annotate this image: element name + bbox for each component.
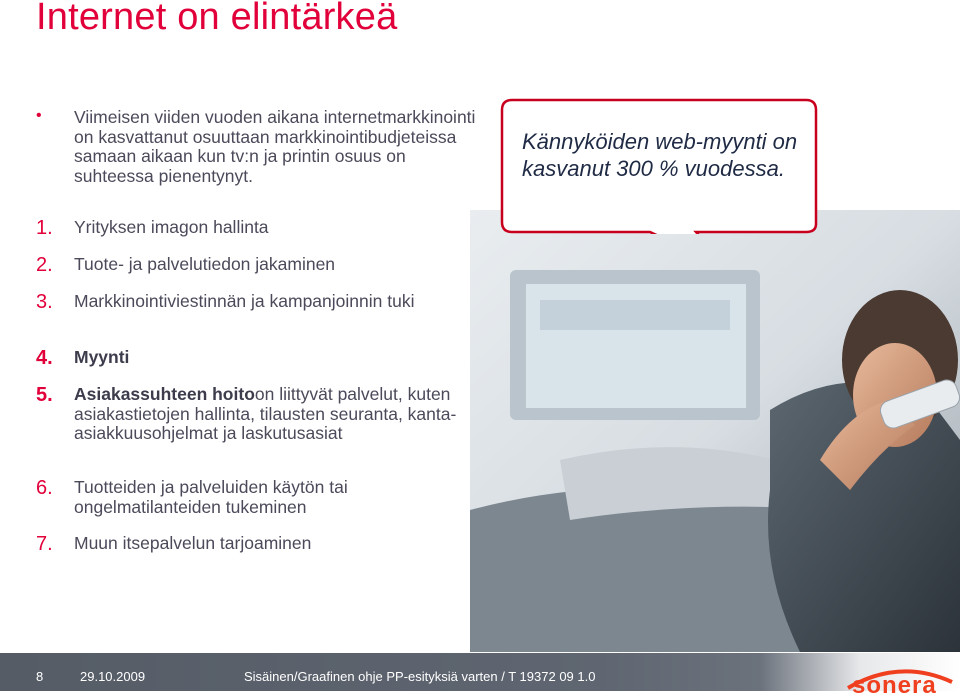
list-item-text: Tuotteiden ja palveluiden käytön tai ongelmatilanteiden tukeminen xyxy=(74,477,348,517)
bullet-icon: • xyxy=(36,107,42,124)
list-item-rest-text: on liittyvät palvelut, kuten asiakastietojen hallinta, tilausten seuranta, kanta-asiakkuusohjelmat ja laskutusasiat xyxy=(74,384,457,443)
list-number: 6. xyxy=(36,477,53,499)
slide-footer xyxy=(0,653,960,691)
list-number: 5. xyxy=(36,384,53,406)
callout-text: Kännyköiden web-myynti on kasvanut 300 % vuodessa. xyxy=(522,129,798,181)
slide-title: Internet on elintärkeä xyxy=(36,0,398,38)
list-item-text: Yrityksen imagon hallinta xyxy=(74,217,269,237)
footer-date: 29.10.2009 xyxy=(80,669,146,684)
footer-classification: Sisäinen/Graafinen ohje PP-esityksiä varten / T 19372 09 1.0 xyxy=(244,669,596,684)
list-number: 7. xyxy=(36,533,53,555)
list-number: 3. xyxy=(36,291,53,313)
list-item-text xyxy=(74,385,484,444)
list-number: 1. xyxy=(36,217,53,239)
intro-text: Viimeisen viiden vuoden aikana internetmarkkinointi on kasvattanut osuuttaan markkinointibudjeteissa samaan aikaan kun tv:n ja printin osuus on suhteessa pienentynyt. xyxy=(74,107,476,186)
sonera-logo: sonera xyxy=(852,672,937,699)
list-item-bold-text: Asiakassuhteen hoito xyxy=(74,384,255,404)
list-number: 4. xyxy=(36,347,53,369)
list-item-text: Muun itsepalvelun tarjoaminen xyxy=(74,533,312,553)
list-number: 2. xyxy=(36,254,53,276)
page-number: 8 xyxy=(36,669,44,684)
list-item-text: Myynti xyxy=(74,347,130,367)
list-item-text: Tuote- ja palvelutiedon jakaminen xyxy=(74,254,336,274)
list-item-text: Markkinointiviestinnän ja kampanjoinnin tuki xyxy=(74,291,415,311)
man-on-phone-photo xyxy=(470,210,960,652)
